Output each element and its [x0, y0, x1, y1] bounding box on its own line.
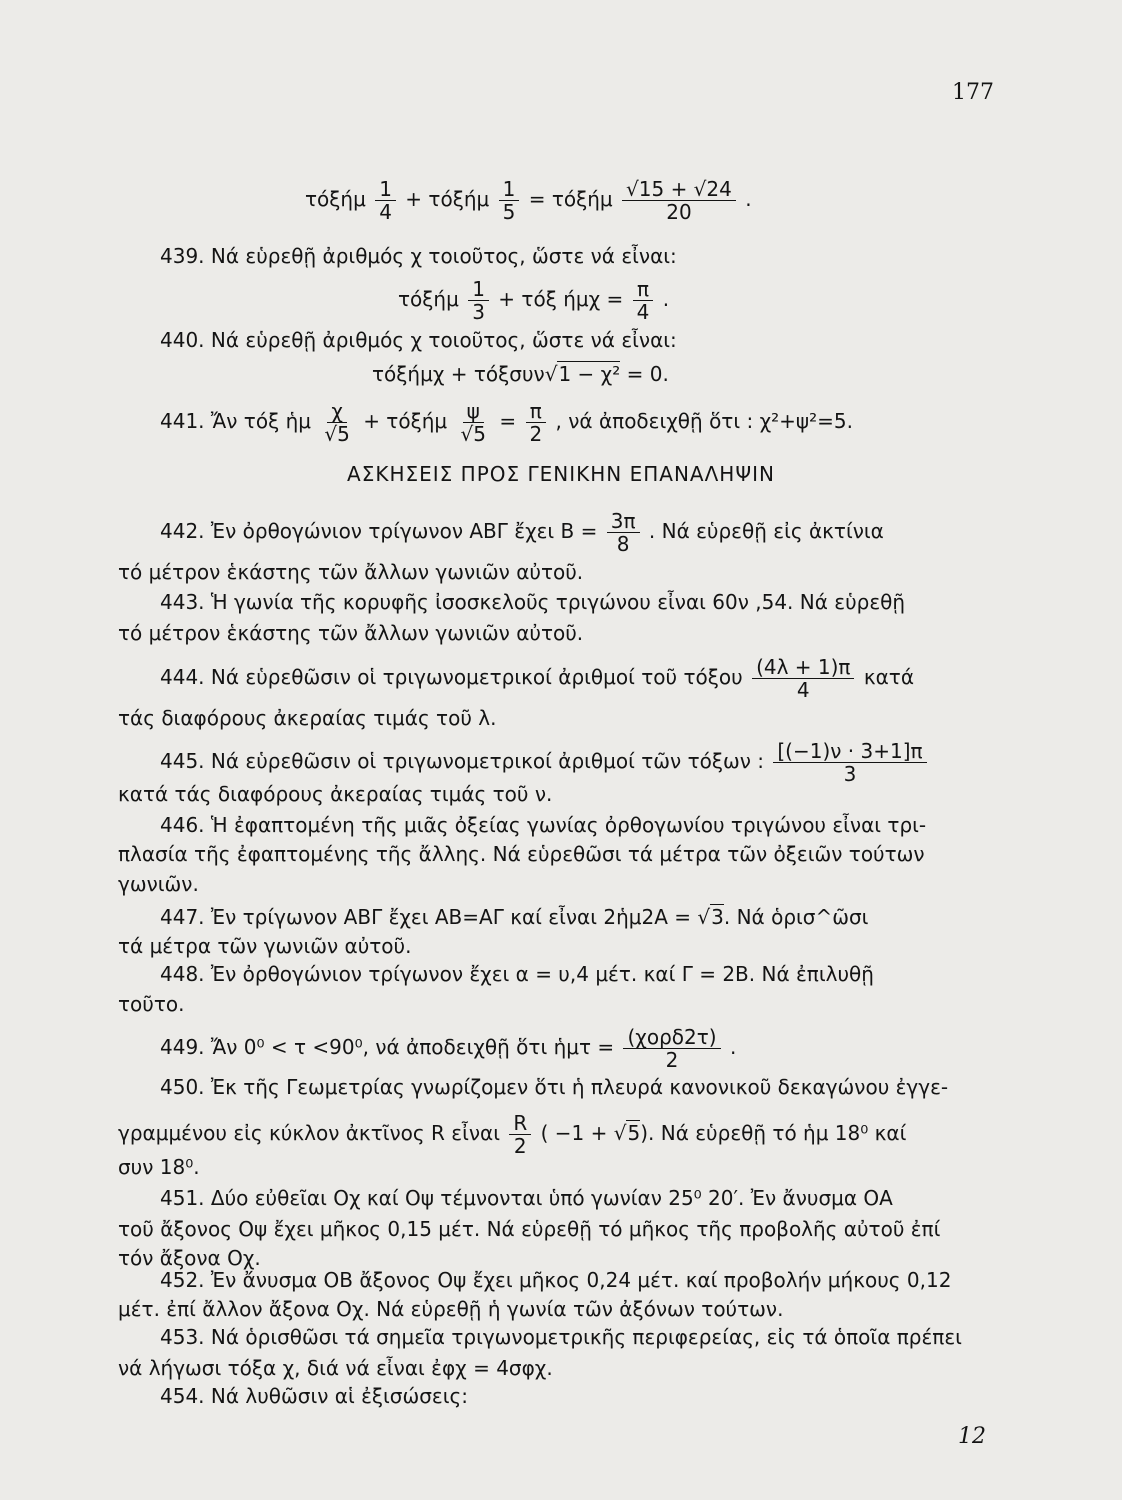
text: . [662, 287, 670, 311]
numerator: [(−1)ν · 3+1]π [773, 740, 926, 763]
numerator: π [526, 400, 546, 423]
numerator: 3π [607, 510, 640, 533]
fraction [752, 656, 854, 701]
exercise-443-cont: τό μέτρον ἑκάστης τῶν ἄλλων γωνιῶν αὐτοῦ. [118, 621, 584, 645]
fraction [320, 400, 353, 445]
exercise-450-cont2: συν 18⁰. [118, 1155, 200, 1179]
exercise-446-cont2: γωνιῶν. [118, 872, 199, 896]
text: τόξήμ [305, 187, 366, 211]
fraction [773, 740, 926, 785]
exercise-451: 451. Δύο εὐθεῖαι Οχ καί Οψ τέμνονται ὑπό γωνίαν 25⁰ 20′. Ἐν ἄνυσμα ΟΑ [160, 1186, 893, 1210]
formula-line [305, 178, 752, 223]
numerator: 1 [499, 178, 520, 201]
exercise-448-cont: τοῦτο. [118, 992, 185, 1016]
sqrt-radicand: 1 − χ² [558, 362, 621, 386]
fraction [375, 178, 396, 223]
exercise-449 [160, 1026, 736, 1071]
denominator: 5 [502, 200, 516, 224]
exercise-450-cont [118, 1112, 906, 1157]
exercise-446-cont: πλασία τῆς ἐφαπτομένης τῆς ἄλλης. Νά εὑρεθῶσι τά μέτρα τῶν ὀξειῶν τούτων [118, 842, 925, 866]
page-number: 177 [952, 80, 994, 105]
exercise-451-cont2: τόν ἄξονα Οχ. [118, 1246, 261, 1270]
sqrt-radicand: 3 [711, 905, 724, 929]
numerator: (4λ + 1)π [752, 656, 854, 679]
exercise-442-cont: τό μέτρον ἑκάστης τῶν ἄλλων γωνιῶν αὐτοῦ. [118, 560, 584, 584]
numerator: (χορδ2τ) [623, 1026, 720, 1049]
text: . [745, 187, 752, 211]
denominator: 3 [843, 762, 857, 786]
denominator: 2 [665, 1048, 679, 1072]
exercise-445 [160, 740, 930, 785]
sqrt-sign: √ [544, 362, 558, 386]
exercise-451-cont: τοῦ ἄξονος Οψ ἔχει μῆκος 0,15 μέτ. Νά εὑρεθῇ τό μῆκος τῆς προβολῆς αὐτοῦ ἐπί [118, 1217, 941, 1241]
text: 442. Ἐν ὀρθογώνιον τρίγωνον ΑΒΓ ἔχει Β = [160, 519, 598, 543]
numerator: 1 [375, 178, 396, 201]
section-heading: ΑΣΚΗΣΕΙΣ ΠΡΟΣ ΓΕΝΙΚΗΝ ΕΠΑΝΑΛΗΨΙΝ [347, 462, 775, 486]
fraction [525, 400, 546, 445]
exercise-442 [160, 510, 884, 555]
text: . Νά εὑρεθῇ εἰς ἀκτίνια [648, 519, 884, 543]
text: ( −1 + [540, 1121, 608, 1145]
text: 444. Νά εὑρεθῶσιν οἱ τριγωνομετρικοί ἀριθμοί τοῦ τόξου [160, 665, 743, 689]
denominator: 2 [513, 1134, 527, 1158]
exercise-445-cont: κατά τάς διαφόρους ἀκεραίας τιμάς τοῦ ν. [118, 782, 553, 806]
sqrt-radicand: 5 [627, 1121, 641, 1145]
denominator: 8 [616, 532, 630, 556]
text: τόξήμχ + τόξσυν [372, 362, 545, 386]
text: γραμμένου εἰς κύκλον ἀκτῖνος R εἶναι [118, 1121, 500, 1145]
numerator: π [633, 278, 653, 301]
denominator: 4 [379, 200, 392, 224]
denominator: 4 [796, 678, 810, 702]
denominator: 3 [472, 300, 485, 324]
text: κατά [863, 665, 915, 689]
exercise-441 [160, 400, 853, 445]
exercise-452-cont: μέτ. ἐπί ἄλλον ἄξονα Οχ. Νά εὑρεθῇ ἡ γωνία τῶν ἀξόνων τούτων. [118, 1297, 784, 1321]
numerator: χ [327, 400, 347, 423]
numerator: ψ [463, 400, 484, 423]
exercise-439: 439. Νά εὑρεθῇ ἀριθμός χ τοιοῦτος, ὥστε νά εἶναι: [160, 244, 677, 268]
exercise-447 [160, 905, 868, 929]
denominator: √5 [324, 422, 350, 446]
exercise-444-cont: τάς διαφόρους ἀκεραίας τιμάς τοῦ λ. [118, 706, 497, 730]
denominator: 20 [666, 200, 692, 224]
exercise-450: 450. Ἐκ τῆς Γεωμετρίας γνωρίζομεν ὅτι ἡ πλευρά κανονικοῦ δεκαγώνου ἐγγε- [160, 1075, 949, 1099]
text: . Νά ὁρισ^ῶσι [723, 905, 869, 929]
exercise-454: 454. Νά λυθῶσιν αἱ ἐξισώσεις: [160, 1384, 468, 1408]
text: 447. Ἐν τρίγωνον ΑΒΓ ἔχει ΑΒ=ΑΓ καί εἶναι 2ἡμ2Α = [160, 905, 692, 929]
fraction [468, 278, 489, 323]
text: , νά ἀποδειχθῇ ὅτι : χ²+ψ²=5. [555, 409, 853, 433]
exercise-446: 446. Ἡ ἐφαπτομένη τῆς μιᾶς ὀξείας γωνίας ὀρθογωνίου τριγώνου εἶναι τρι- [160, 813, 927, 837]
exercise-443: 443. Ἡ γωνία τῆς κορυφῆς ἰσοσκελοῦς τριγώνου εἶναι 60ν ,54. Νά εὑρεθῇ [160, 590, 906, 614]
text: 449. Ἄν 0⁰ < τ <90⁰, νά ἀποδειχθῇ ὅτι ἡμτ = [160, 1035, 615, 1059]
exercise-453: 453. Νά ὁρισθῶσι τά σημεῖα τριγωνομετρικῆς περιφερείας, εἰς τά ὁποῖα πρέπει [160, 1325, 962, 1349]
text: τόξήμ [398, 287, 459, 311]
exercise-444 [160, 656, 914, 701]
exercise-440: 440. Νά εὑρεθῇ ἀριθμός χ τοιοῦτος, ὥστε νά εἶναι: [160, 328, 677, 352]
sqrt-sign: √ [613, 1121, 627, 1145]
exercise-448: 448. Ἐν ὀρθογώνιον τρίγωνον ἔχει α = υ,4 μέτ. καί Γ = 2Β. Νά ἐπιλυθῇ [160, 962, 874, 986]
exercise-453-cont: νά λήγωσι τόξα χ, διά νά εἶναι ἐφχ = 4σφχ. [118, 1356, 553, 1380]
text: = [499, 409, 517, 433]
sqrt-sign: √ [697, 905, 711, 929]
numerator: √15 + √24 [622, 178, 736, 201]
text: . [729, 1035, 737, 1059]
exercise-452: 452. Ἐν ἄνυσμα ΟΒ ἄξονος Οψ ἔχει μῆκος 0,24 μέτ. καί προβολήν μήκους 0,12 [160, 1268, 952, 1292]
formula-line [398, 278, 669, 323]
text: = 0. [626, 362, 669, 386]
denominator: 2 [529, 422, 543, 446]
fraction [633, 278, 654, 323]
fraction [499, 178, 520, 223]
fraction [457, 400, 490, 445]
fraction [623, 1026, 720, 1071]
exercise-447-cont: τά μέτρα τῶν γωνιῶν αὐτοῦ. [118, 934, 412, 958]
text: ). Νά εὑρεθῇ τό ἡμ 18⁰ καί [640, 1121, 907, 1145]
formula-line [372, 362, 669, 386]
text: + τόξήμ [363, 409, 448, 433]
denominator: 4 [636, 300, 650, 324]
signature-mark: 12 [958, 1424, 986, 1449]
text: 441. Ἄν τόξ ἡμ [160, 409, 311, 433]
text: + τόξ ήμχ = [498, 287, 624, 311]
text: = τόξήμ [528, 187, 613, 211]
fraction [622, 178, 736, 223]
numerator: 1 [468, 278, 489, 301]
fraction [607, 510, 640, 555]
denominator: √5 [460, 422, 486, 446]
numerator: R [509, 1112, 531, 1135]
text: 445. Νά εὑρεθῶσιν οἱ τριγωνομετρικοί ἀριθμοί τῶν τόξων : [160, 749, 765, 773]
fraction [509, 1112, 531, 1157]
text: + τόξήμ [405, 187, 490, 211]
